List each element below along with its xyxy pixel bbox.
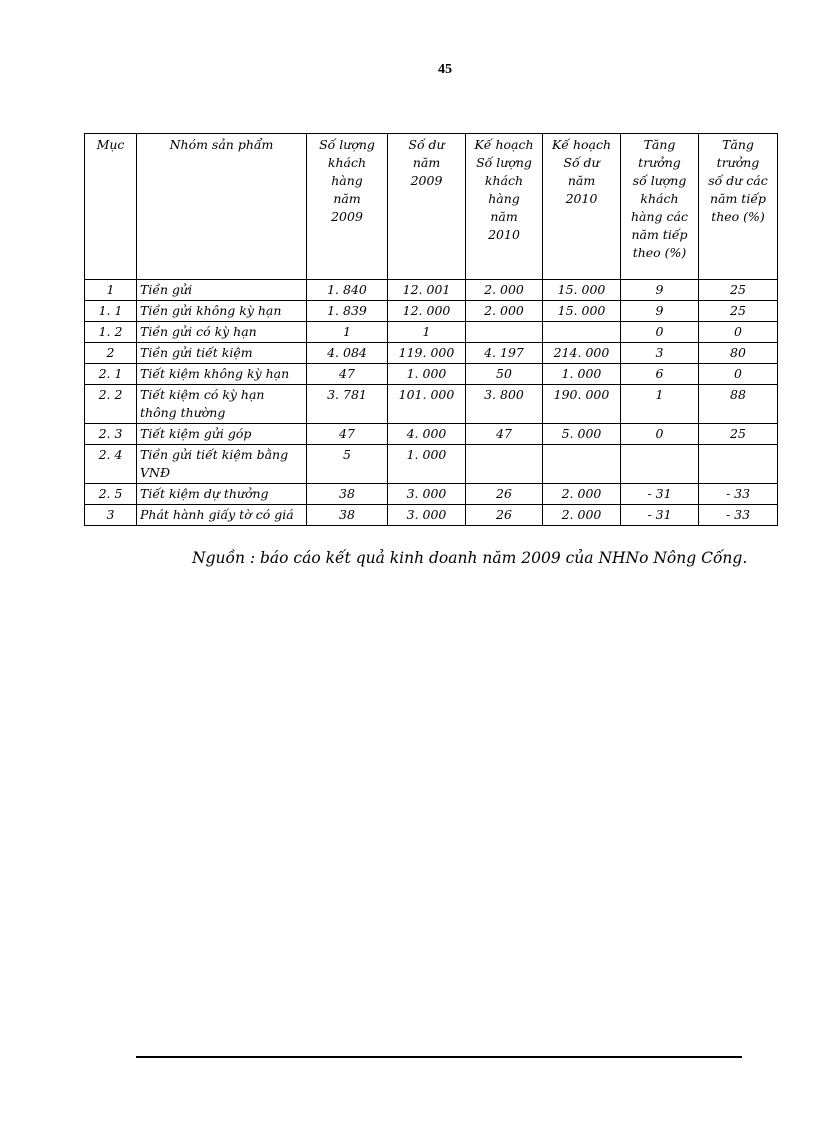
cell-balance-2009: 3. 000 — [388, 505, 466, 526]
cell-customer-growth: 0 — [621, 424, 699, 445]
cell-product-group: Tiết kiệm dự thưởng — [137, 484, 307, 505]
cell-plan-balance-2010: 5. 000 — [543, 424, 621, 445]
cell-plan-customers-2010: 2. 000 — [466, 280, 543, 301]
cell-customer-growth: 9 — [621, 301, 699, 322]
cell-item: 2. 1 — [85, 364, 137, 385]
cell-customer-growth: - 31 — [621, 505, 699, 526]
table-row — [85, 343, 778, 364]
cell-item: 1 — [85, 280, 137, 301]
cell-balance-growth: 0 — [699, 322, 778, 343]
cell-customers-2009: 4. 084 — [307, 343, 388, 364]
cell-customer-growth: - 31 — [621, 484, 699, 505]
page-number: 45 — [438, 62, 452, 77]
cell-plan-balance-2010: 2. 000 — [543, 505, 621, 526]
cell-product-group: Tiền gửi không kỳ hạn — [137, 301, 307, 322]
cell-plan-customers-2010: 2. 000 — [466, 301, 543, 322]
cell-plan-customers-2010 — [466, 445, 543, 484]
cell-customers-2009: 38 — [307, 505, 388, 526]
cell-balance-2009: 12. 000 — [388, 301, 466, 322]
cell-plan-balance-2010 — [543, 322, 621, 343]
cell-customers-2009: 1. 840 — [307, 280, 388, 301]
table-row — [85, 484, 778, 505]
table-body — [85, 280, 778, 526]
cell-plan-balance-2010: 15. 000 — [543, 280, 621, 301]
header-product-group: Nhóm sản phẩm — [137, 134, 307, 280]
cell-balance-2009: 3. 000 — [388, 484, 466, 505]
cell-product-group: Tiết kiệm không kỳ hạn — [137, 364, 307, 385]
cell-balance-2009: 101. 000 — [388, 385, 466, 424]
cell-customers-2009: 38 — [307, 484, 388, 505]
cell-customer-growth: 1 — [621, 385, 699, 424]
header-customers-2009: Số lượng khách hàng năm 2009 — [307, 134, 388, 280]
header-item: Mục — [85, 134, 137, 280]
cell-plan-balance-2010: 214. 000 — [543, 343, 621, 364]
cell-plan-balance-2010: 190. 000 — [543, 385, 621, 424]
cell-plan-balance-2010: 2. 000 — [543, 484, 621, 505]
cell-customer-growth: 0 — [621, 322, 699, 343]
cell-item: 2. 2 — [85, 385, 137, 424]
cell-balance-2009: 1. 000 — [388, 445, 466, 484]
cell-balance-2009: 4. 000 — [388, 424, 466, 445]
cell-plan-customers-2010: 4. 197 — [466, 343, 543, 364]
cell-balance-growth — [699, 445, 778, 484]
cell-item: 2. 3 — [85, 424, 137, 445]
source-note: Nguồn : báo cáo kết quả kinh doanh năm 2009 của NHNo Nông Cống. — [192, 549, 748, 567]
table-row — [85, 364, 778, 385]
table-row — [85, 280, 778, 301]
cell-customers-2009: 47 — [307, 364, 388, 385]
cell-customer-growth: 9 — [621, 280, 699, 301]
cell-balance-growth: 0 — [699, 364, 778, 385]
header-plan-balance-2010: Kế hoạch Số dư năm 2010 — [543, 134, 621, 280]
cell-plan-customers-2010: 26 — [466, 505, 543, 526]
table-row — [85, 424, 778, 445]
cell-balance-growth: 25 — [699, 301, 778, 322]
footer-divider — [136, 1056, 742, 1058]
cell-plan-balance-2010 — [543, 445, 621, 484]
cell-balance-growth: 80 — [699, 343, 778, 364]
cell-balance-growth: - 33 — [699, 484, 778, 505]
header-balance-2009: Số dư năm 2009 — [388, 134, 466, 280]
table-row — [85, 322, 778, 343]
cell-product-group: Tiết kiệm gửi góp — [137, 424, 307, 445]
cell-customer-growth — [621, 445, 699, 484]
cell-item: 3 — [85, 505, 137, 526]
cell-balance-2009: 1. 000 — [388, 364, 466, 385]
cell-customers-2009: 3. 781 — [307, 385, 388, 424]
cell-plan-customers-2010: 50 — [466, 364, 543, 385]
table-row — [85, 301, 778, 322]
cell-customers-2009: 1 — [307, 322, 388, 343]
cell-product-group: Tiền gửi — [137, 280, 307, 301]
cell-balance-growth: - 33 — [699, 505, 778, 526]
cell-product-group: Tiền gửi tiết kiệm — [137, 343, 307, 364]
header-plan-customers-2010: Kế hoạch Số lượng khách hàng năm 2010 — [466, 134, 543, 280]
cell-customers-2009: 1. 839 — [307, 301, 388, 322]
cell-plan-customers-2010: 26 — [466, 484, 543, 505]
cell-item: 1. 1 — [85, 301, 137, 322]
cell-customer-growth: 3 — [621, 343, 699, 364]
cell-balance-growth: 25 — [699, 424, 778, 445]
cell-item: 2. 5 — [85, 484, 137, 505]
header-balance-growth: Tăng trưởng số dư các năm tiếp theo (%) — [699, 134, 778, 280]
cell-product-group: Tiền gửi tiết kiệm bằng VNĐ — [137, 445, 307, 484]
cell-item: 2 — [85, 343, 137, 364]
table-header-row — [85, 134, 778, 280]
cell-customer-growth: 6 — [621, 364, 699, 385]
cell-balance-2009: 1 — [388, 322, 466, 343]
deposit-products-table — [84, 133, 778, 526]
table-row — [85, 445, 778, 484]
cell-customers-2009: 5 — [307, 445, 388, 484]
cell-product-group: Phát hành giấy tờ có giá — [137, 505, 307, 526]
cell-product-group: Tiền gửi có kỳ hạn — [137, 322, 307, 343]
cell-balance-2009: 119. 000 — [388, 343, 466, 364]
cell-plan-customers-2010 — [466, 322, 543, 343]
table-row — [85, 385, 778, 424]
cell-balance-growth: 25 — [699, 280, 778, 301]
cell-item: 2. 4 — [85, 445, 137, 484]
cell-balance-2009: 12. 001 — [388, 280, 466, 301]
cell-product-group: Tiết kiệm có kỳ hạn thông thường — [137, 385, 307, 424]
header-customer-growth: Tăng trưởng số lượng khách hàng các năm tiếp theo (%) — [621, 134, 699, 280]
cell-plan-customers-2010: 47 — [466, 424, 543, 445]
cell-customers-2009: 47 — [307, 424, 388, 445]
table-row — [85, 505, 778, 526]
cell-plan-balance-2010: 15. 000 — [543, 301, 621, 322]
cell-balance-growth: 88 — [699, 385, 778, 424]
cell-plan-customers-2010: 3. 800 — [466, 385, 543, 424]
cell-item: 1. 2 — [85, 322, 137, 343]
cell-plan-balance-2010: 1. 000 — [543, 364, 621, 385]
